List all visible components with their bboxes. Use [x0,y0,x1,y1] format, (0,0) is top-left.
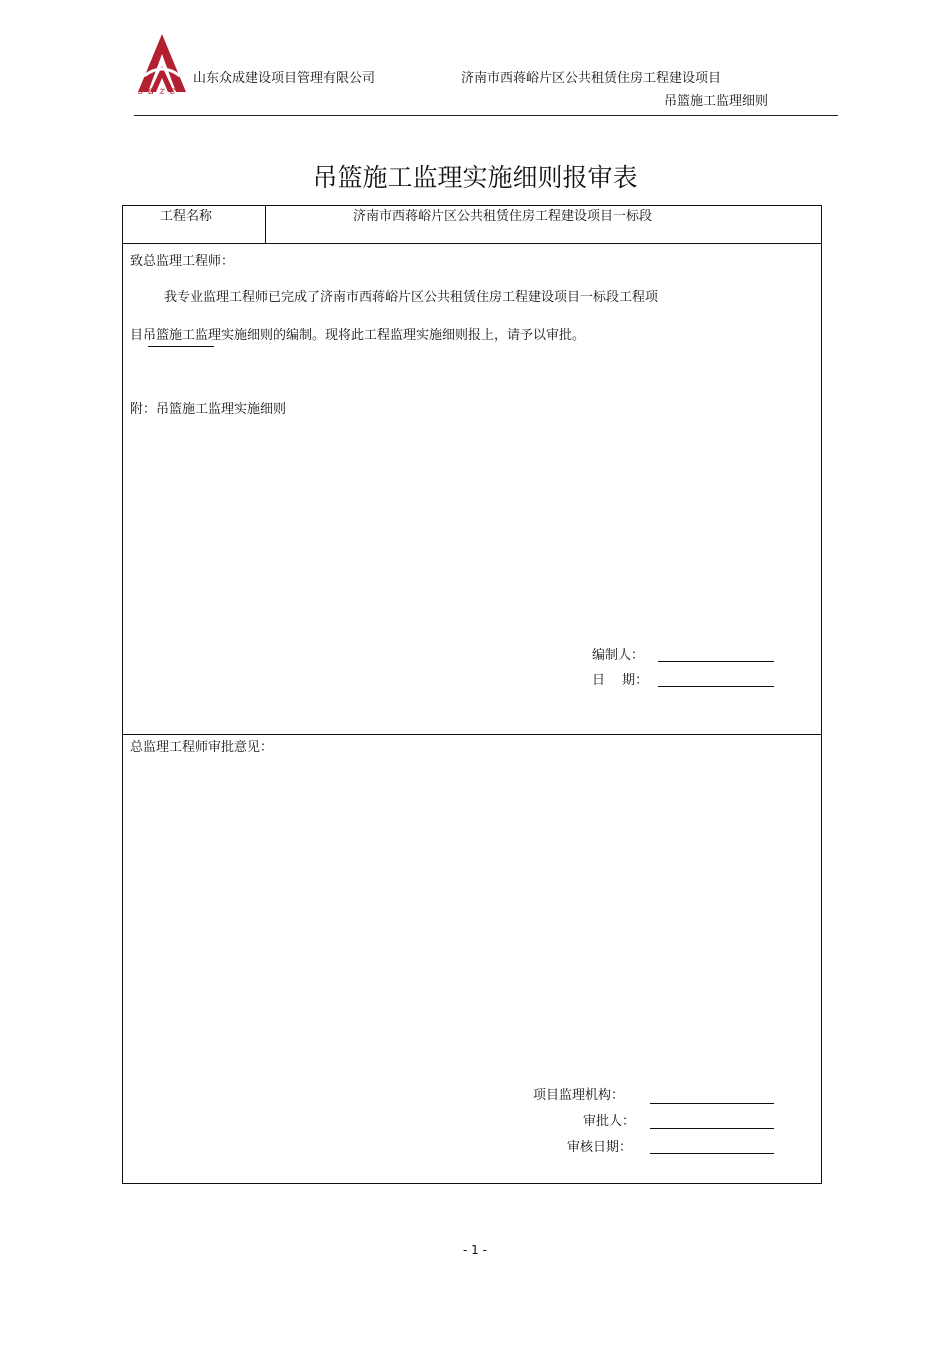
page-number: - 1 - [463,1243,487,1257]
approver-label: 审批人： [583,1114,636,1129]
addressee-line: 致总监理工程师： [130,254,235,269]
header-company: 山东众成建设项目管理有限公司 [193,71,376,86]
header-rule [134,115,838,116]
compiler-label: 编制人： [592,648,645,663]
project-name-label: 工程名称 [160,209,213,224]
body-line-2-prefix: 目 [130,328,144,343]
row-divider-1 [122,243,822,244]
row-divider-2 [122,734,822,735]
body-line-2-suffix: 理实施细则的编制。现将此工程监理实施细则报上，请予以审批。 [208,328,586,343]
project-cell-divider [265,205,266,243]
agency-signature-line[interactable] [650,1103,774,1104]
project-name-value: 济南市西蒋峪片区公共租赁住房工程建设项目一标段 [353,209,653,224]
logo-lettering: sdzc [138,86,181,97]
date-signature-line[interactable] [658,686,774,687]
agency-label: 项目监理机构： [533,1088,625,1103]
date-label: 日 期： [592,673,649,688]
page-title: 吊篮施工监理实施细则报审表 [312,163,638,192]
compiler-signature-line[interactable] [658,661,774,662]
approver-signature-line[interactable] [650,1128,774,1129]
review-date-signature-line[interactable] [650,1153,774,1154]
header-document-name: 吊篮施工监理细则 [664,94,769,109]
body-line-2 [130,328,585,344]
review-form [122,205,822,1184]
body-line-1: 我专业监理工程师已完成了济南市西蒋峪片区公共租赁住房工程建设项目一标段工程项 [164,290,659,305]
attachment-line: 附：吊篮施工监理实施细则 [130,402,287,417]
subject-underline [148,346,214,347]
chief-opinion-label: 总监理工程师审批意见： [130,740,274,755]
review-date-label: 审核日期： [567,1140,633,1155]
header-project: 济南市西蒋峪片区公共租赁住房工程建设项目 [461,71,722,86]
body-line-2-subject: 吊篮施工监 [143,328,209,343]
